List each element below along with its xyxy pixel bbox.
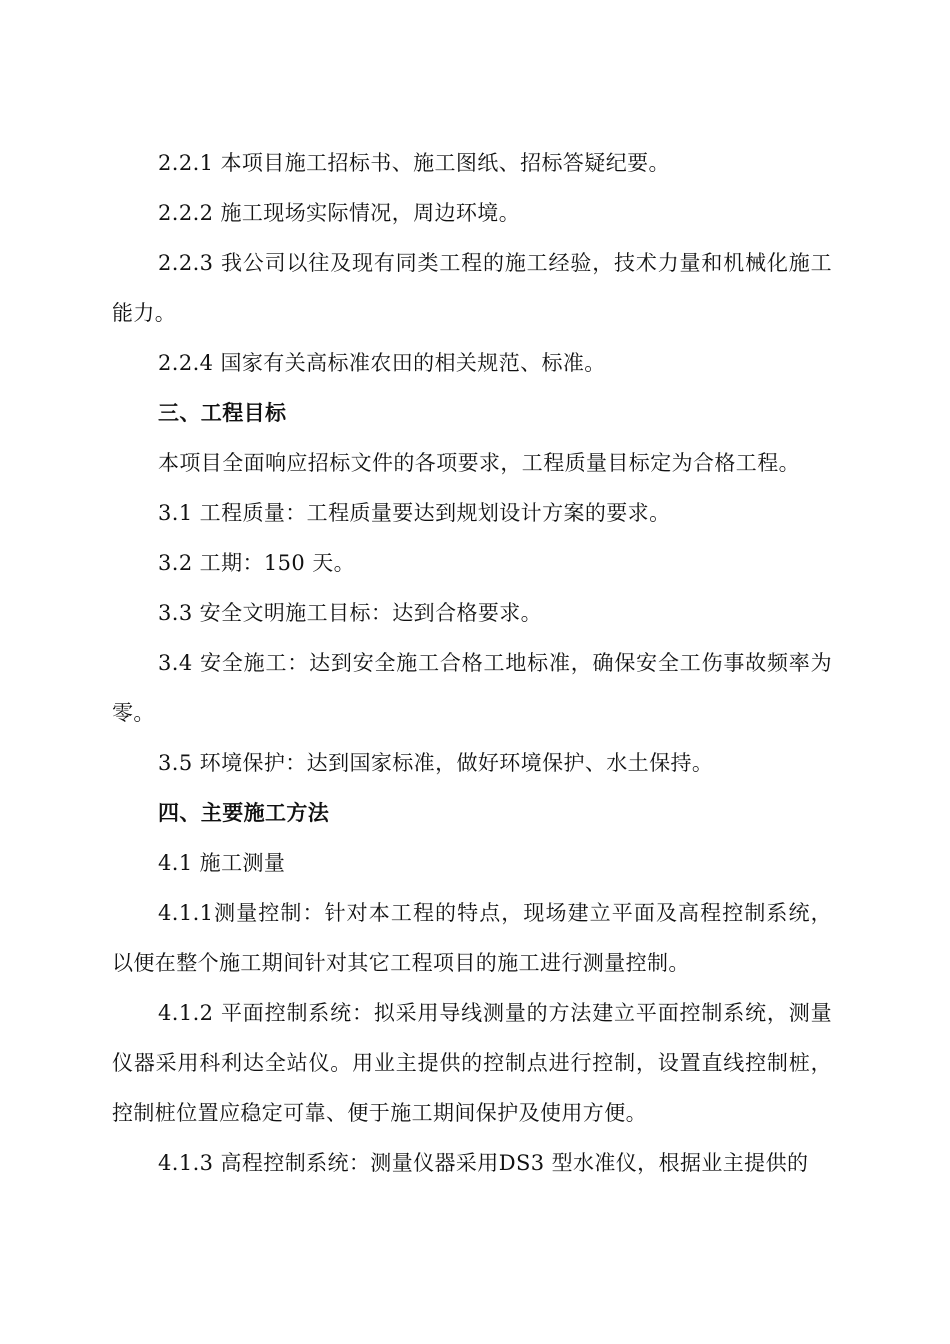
- section-heading-4: 四、主要施工方法: [158, 801, 330, 825]
- paragraph-4-1-1: 4.1.1测量控制：针对本工程的特点，现场建立平面及高程控制系统，以便在整个施工期间针对其它工程项目的施工进行测量控制。: [112, 901, 832, 975]
- paragraph-3-3: 3.3 安全文明施工目标：达到合格要求。: [158, 601, 543, 625]
- paragraph-4-1-2: 4.1.2 平面控制系统：拟采用导线测量的方法建立平面控制系统，测量仪器采用科利达全站仪。用业主提供的控制点进行控制，设置直线控制桩，控制桩位置应稳定可靠、便于施工期间保护及使用方便。: [112, 1001, 832, 1125]
- paragraph-2-2-1: 2.2.1 本项目施工招标书、施工图纸、招标答疑纪要。: [158, 151, 670, 175]
- paragraph-goal-intro: 本项目全面响应招标文件的各项要求，工程质量目标定为合格工程。: [158, 451, 800, 475]
- paragraph-2-2-4: 2.2.4 国家有关高标准农田的相关规范、标准。: [158, 351, 606, 375]
- paragraph-3-1: 3.1 工程质量：工程质量要达到规划设计方案的要求。: [158, 501, 671, 525]
- paragraph-3-2: 3.2 工期：150 天。: [158, 551, 356, 575]
- paragraph-3-4: 3.4 安全施工：达到安全施工合格工地标准，确保安全工伤事故频率为零。: [112, 651, 832, 725]
- section-heading-3: 三、工程目标: [158, 401, 287, 425]
- paragraph-2-2-3: 2.2.3 我公司以往及现有同类工程的施工经验，技术力量和机械化施工能力。: [112, 251, 832, 325]
- paragraph-4-1-3: 4.1.3 高程控制系统：测量仪器采用DS3 型水准仪，根据业主提供的: [158, 1151, 809, 1175]
- paragraph-4-1: 4.1 施工测量: [158, 851, 286, 875]
- paragraph-2-2-2: 2.2.2 施工现场实际情况，周边环境。: [158, 201, 521, 225]
- paragraph-3-5: 3.5 环境保护：达到国家标准，做好环境保护、水土保持。: [158, 751, 714, 775]
